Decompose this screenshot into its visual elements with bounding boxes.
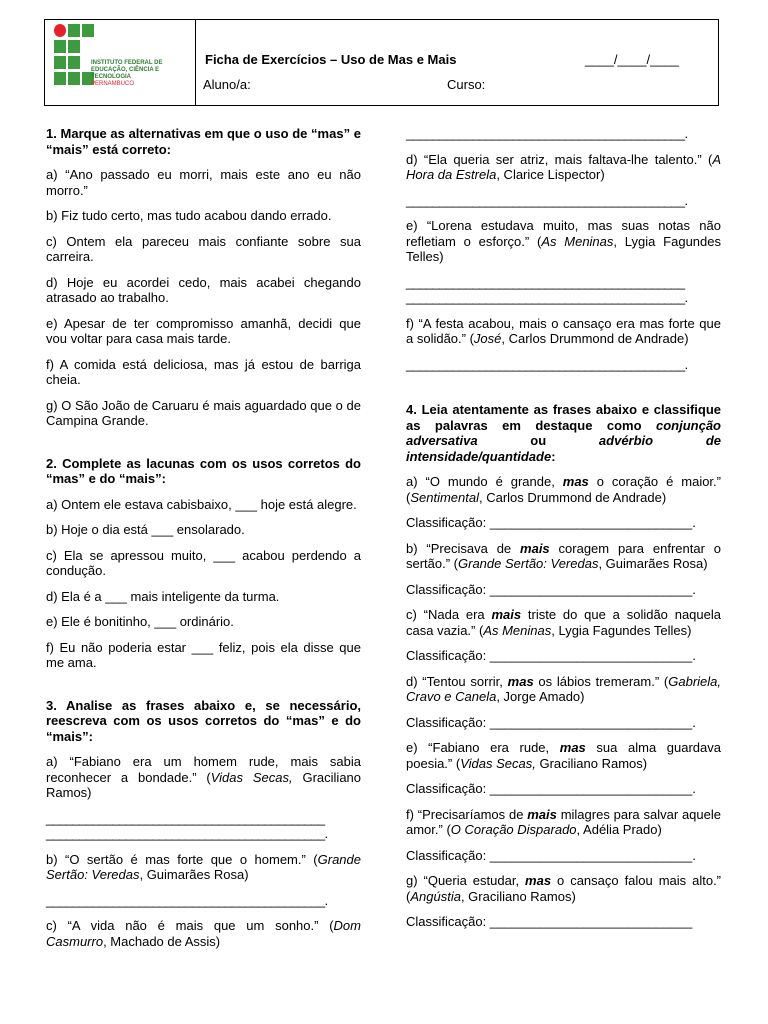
worksheet-header [44, 19, 719, 106]
question-2-item: e) Ele é bonitinho, ___ ordinário. [46, 614, 234, 629]
classification-field[interactable]: Classificação: ____________________________. [406, 515, 696, 530]
answer-line[interactable]: __________________________________________. [406, 126, 688, 141]
question-1-item: f) A comida está deliciosa, mas já estou de barriga cheia. [46, 356, 361, 387]
classification-field[interactable]: Classificação: ____________________________. [406, 581, 696, 597]
logo-cell [45, 20, 196, 105]
answer-line[interactable]: __________________________________________. [46, 826, 328, 841]
classification-field[interactable]: Classificação: ____________________________. [406, 714, 696, 730]
question-1-item: c) Ontem ela pareceu mais confiante sobre sua carreira. [46, 233, 361, 264]
question-2-item: a) Ontem ele estava cabisbaixo, ___ hoje está alegre. [46, 496, 357, 512]
question-3-item-c: c) “A vida não é mais que um sonho.” (Dom Casmurro, Machado de Assis) [46, 918, 361, 949]
student-field-label: Aluno/a: [203, 77, 251, 92]
course-field-label: Curso: [447, 77, 486, 92]
classification-field[interactable]: Classificação: ____________________________. [406, 847, 696, 863]
question-2-item: d) Ela é a ___ mais inteligente da turma. [46, 588, 280, 604]
classification-field[interactable]: Classificação: ____________________________ [406, 914, 693, 929]
question-3-item-e: e) “Lorena estudava muito, mas suas notas não refletiam o esforço.” (As Meninas, Lygia Fagundes Telles) [406, 218, 721, 264]
question-2-item: f) Eu não poderia estar ___ feliz, pois ela disse que me ama. [46, 639, 361, 670]
answer-line[interactable]: __________________________________________ [46, 810, 325, 826]
question-4-item: b) “Precisava de mais coragem para enfrentar o sertão.” (Grande Sertão: Veredas, Guimarães Rosa) [406, 540, 721, 571]
institution-logo-text: INSTITUTO FEDERAL DE EDUCAÇÃO, CIÊNCIA E TECNOLOGIA PERNAMBUCO [91, 60, 163, 87]
answer-line[interactable]: __________________________________________. [406, 356, 688, 372]
question-3-item-a: a) “Fabiano era um homem rude, mais sabia reconhecer a bondade.” (Vidas Secas, Graciliano Ramos) [46, 754, 362, 800]
question-3-item-d: d) “Ela queria ser atriz, mais faltava-lhe talento.” (A Hora da Estrela, Clarice Lispector) [406, 151, 721, 182]
question-1-item: d) Hoje eu acordei cedo, mais acabei chegando atrasado ao trabalho. [46, 274, 361, 305]
date-field[interactable]: ____/____/____ [585, 52, 679, 67]
question-4-item: a) “O mundo é grande, mas o coração é maior.” (Sentimental, Carlos Drummond de Andrade) [406, 474, 721, 505]
worksheet-title: Ficha de Exercícios – Uso de Mas e Mais [205, 52, 457, 67]
left-column [46, 126, 361, 959]
question-1-item: e) Apesar de ter compromisso amanhã, decidi que vou voltar para casa mais tarde. [46, 315, 361, 346]
question-4-item: f) “Precisaríamos de mais milagres para salvar aquele amor.” (O Coração Disparado, Adélia Prado) [406, 806, 721, 837]
question-1-item: a) “Ano passado eu morri, mais este ano eu não morro.” [46, 167, 361, 198]
question-4-item: e) “Fabiano era rude, mas sua alma guardava poesia.” (Vidas Secas, Graciliano Ramos) [406, 740, 721, 771]
answer-line[interactable]: __________________________________________. [406, 192, 688, 208]
question-2-item: b) Hoje o dia está ___ ensolarado. [46, 522, 245, 537]
classification-field[interactable]: Classificação: ____________________________. [406, 648, 696, 663]
classification-field[interactable]: Classificação: ____________________________. [406, 781, 696, 796]
question-4-item: d) “Tentou sorrir, mas os lábios tremeram.” (Gabriela, Cravo e Canela, Jorge Amado) [406, 673, 721, 704]
question-2-title: 2. Complete as lacunas com os usos corretos do “mas” e do “mais”: [46, 455, 361, 486]
question-3-item-f: f) “A festa acabou, mais o cansaço era mas forte que a solidão.” (José, Carlos Drummond de Andrade) [406, 315, 721, 346]
question-1-title: 1. Marque as alternativas em que o uso de “mas” e “mais” está correto: [46, 126, 361, 157]
question-3-title: 3. Analise as frases abaixo e, se necessário, reescreva com os usos corretos do “mas” e do “mais”: [46, 697, 361, 744]
question-2-item: c) Ela se apressou muito, ___ acabou perdendo a condução. [46, 547, 361, 578]
question-1-item: g) O São João de Caruaru é mais aguardado que o de Campina Grande. [46, 397, 361, 428]
right-column [406, 126, 721, 940]
question-4-title: 4. Leia atentamente as frases abaixo e classifique as palavras em destaque como conjunção adversativa ou advérbio de intensidade/quantidade: [406, 402, 722, 464]
question-4-item: c) “Nada era mais triste do que a solidão naquela casa vazia.” (As Meninas, Lygia Fagundes Telles) [406, 607, 721, 638]
answer-line[interactable]: __________________________________________ [406, 274, 685, 290]
question-3-item-b: b) “O sertão é mas forte que o homem.” (Grande Sertão: Veredas, Guimarães Rosa) [46, 851, 361, 882]
answer-line[interactable]: __________________________________________. [46, 892, 328, 908]
question-4-item: g) “Queria estudar, mas o cansaço falou mais alto.” (Angústia, Graciliano Ramos) [406, 873, 722, 904]
answer-line[interactable]: __________________________________________. [406, 290, 688, 305]
question-1-item: b) Fiz tudo certo, mas tudo acabou dando errado. [46, 208, 332, 223]
